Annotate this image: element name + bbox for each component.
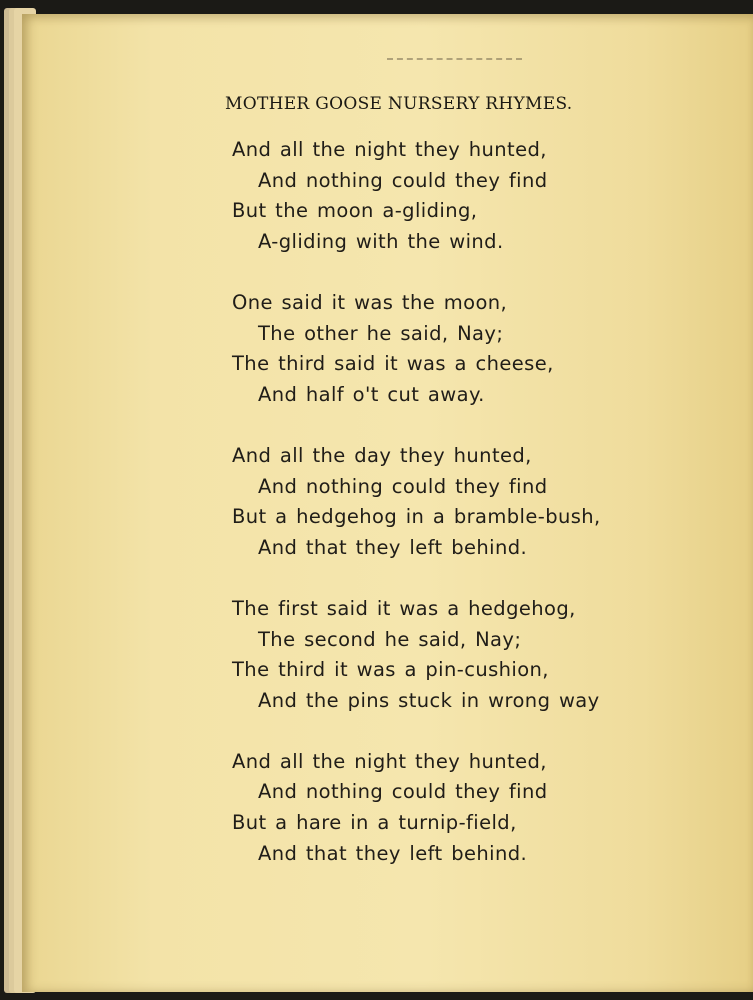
- poem-line: And that they left behind.: [258, 535, 528, 559]
- poem-line: The other he said, Nay;: [258, 321, 504, 345]
- poem-line: One said it was the moon,: [232, 290, 508, 314]
- stanza: [232, 441, 601, 563]
- decorative-rule: [387, 58, 522, 60]
- poem-line: And half o't cut away.: [258, 382, 485, 406]
- poem-line: And nothing could they find: [258, 780, 548, 804]
- stanza: [232, 135, 601, 257]
- poem-line: And all the night they hunted,: [232, 749, 547, 773]
- book-page: [22, 14, 753, 992]
- poem-line: The first said it was a hedgehog,: [232, 596, 576, 620]
- poem-line: A-gliding with the wind.: [258, 229, 504, 253]
- stanza: [232, 747, 601, 869]
- poem-line: The third said it was a cheese,: [232, 352, 554, 376]
- poem-line: And the pins stuck in wrong way: [258, 688, 600, 712]
- poem-line: The second he said, Nay;: [258, 627, 522, 651]
- poem-line: And that they left behind.: [258, 841, 528, 865]
- stanza: [232, 594, 601, 716]
- poem-line: But the moon a-gliding,: [232, 199, 478, 223]
- poem-line: And nothing could they find: [258, 168, 548, 192]
- poem-line: The third it was a pin-cushion,: [232, 658, 549, 682]
- running-head: MOTHER GOOSE NURSERY RHYMES.: [225, 94, 573, 114]
- stanza: [232, 288, 601, 410]
- poem-line: But a hare in a turnip-field,: [232, 811, 517, 835]
- poem-line: And nothing could they find: [258, 474, 548, 498]
- poem: [232, 135, 601, 900]
- poem-line: But a hedgehog in a bramble-bush,: [232, 505, 601, 529]
- poem-line: And all the night they hunted,: [232, 138, 547, 161]
- poem-line: And all the day they hunted,: [232, 443, 532, 467]
